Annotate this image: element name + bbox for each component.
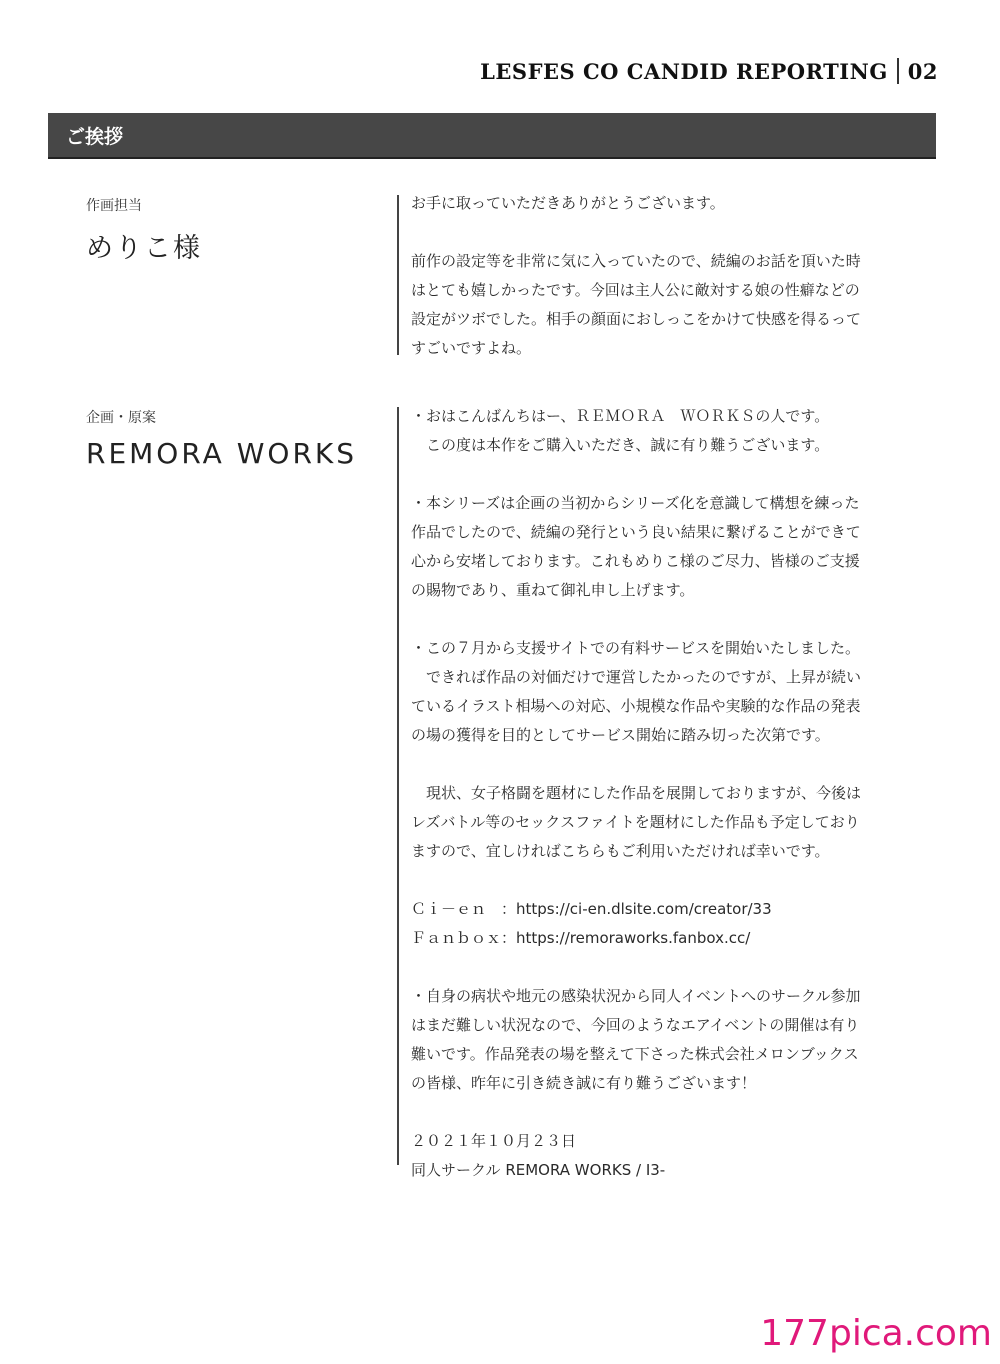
watermark: 177pica.com — [760, 1313, 992, 1354]
section-banner — [48, 113, 936, 159]
message-paragraph: ・本シリーズは企画の当初からシリーズ化を意識して構想を練った 作品でしたので、続編の発行という良い結果に繋げることができて 心から安堵しております。これもめりこ様のご尽力、皆様のご支援 の賜物であり、重ねて御礼申し上げます。 — [411, 494, 861, 599]
planner-message — [411, 402, 941, 1185]
banner-title: ご挨拶 — [66, 126, 124, 148]
planner-name: REMORA WORKS — [86, 437, 358, 470]
page-number: 02 — [907, 58, 938, 84]
ci-en-link-row — [411, 895, 941, 924]
section-divider — [397, 407, 399, 1165]
ci-en-url[interactable]: https://ci-en.dlsite.com/creator/33 — [516, 900, 772, 918]
signature: 同人サークル REMORA WORKS / I3- — [411, 1161, 666, 1179]
illustrator-name: めりこ様 — [86, 233, 202, 264]
fanbox-url[interactable]: https://remoraworks.fanbox.cc/ — [516, 929, 751, 947]
message-paragraph: ・この７月から支援サイトでの有料サービスを開始いたしました。 できれば作品の対価だけで運営したかったのですが、上昇が続い ているイラスト相場への対応、小規模な作品や実験的な作品の発表 の場の獲得を目的としてサービス開始に踏み切った次第です。 — [411, 639, 862, 744]
message-paragraph: 現状、女子格闘を題材にした作品を展開しておりますが、今後は レズバトル等のセックスファイトを題材にした作品も予定しており ますので、宜しければこちらもご利用いただければ幸いです。 — [411, 784, 862, 860]
illustrator-role: 作画担当 — [86, 198, 142, 214]
link-label: Ｃｉ－ｅｎ ： — [411, 900, 517, 918]
publication-title: LESFES CO CANDID REPORTING — [480, 58, 888, 84]
date: ２０２１年１０月２３日 — [411, 1132, 577, 1150]
header-divider — [897, 58, 899, 84]
planner-role: 企画・原案 — [86, 410, 156, 426]
closing-paragraph: ・自身の病状や地元の感染状況から同人イベントへのサークル参加 はまだ難しい状況なので、今回のようなエアイベントの開催は有り 難いです。作品発表の場を整えて下さった株式会社メロンブックス の皆様、昨年に引き続き誠に有り難うございます！ — [411, 987, 861, 1092]
fanbox-link-row — [411, 924, 941, 953]
illustrator-message — [411, 189, 941, 363]
header-title — [480, 58, 938, 84]
link-label: Ｆａｎｂｏｘ： — [411, 929, 517, 947]
message-paragraph: ・おはこんばんちはー、ＲＥＭＯＲＡ ＷＯＲＫＳの人です。 この度は本作をご購入いただき、誠に有り難うございます。 — [411, 407, 830, 454]
message-paragraph: お手に取っていただきありがとうございます。 — [411, 194, 725, 212]
message-paragraph: 前作の設定等を非常に気に入っていたので、続編のお話を頂いた時 はとても嬉しかったです。今回は主人公に敵対する娘の性癖などの 設定がツボでした。相手の顔面におしっこをかけて快感を得るって すごいですよね。 — [411, 252, 862, 357]
section-divider — [397, 195, 399, 355]
